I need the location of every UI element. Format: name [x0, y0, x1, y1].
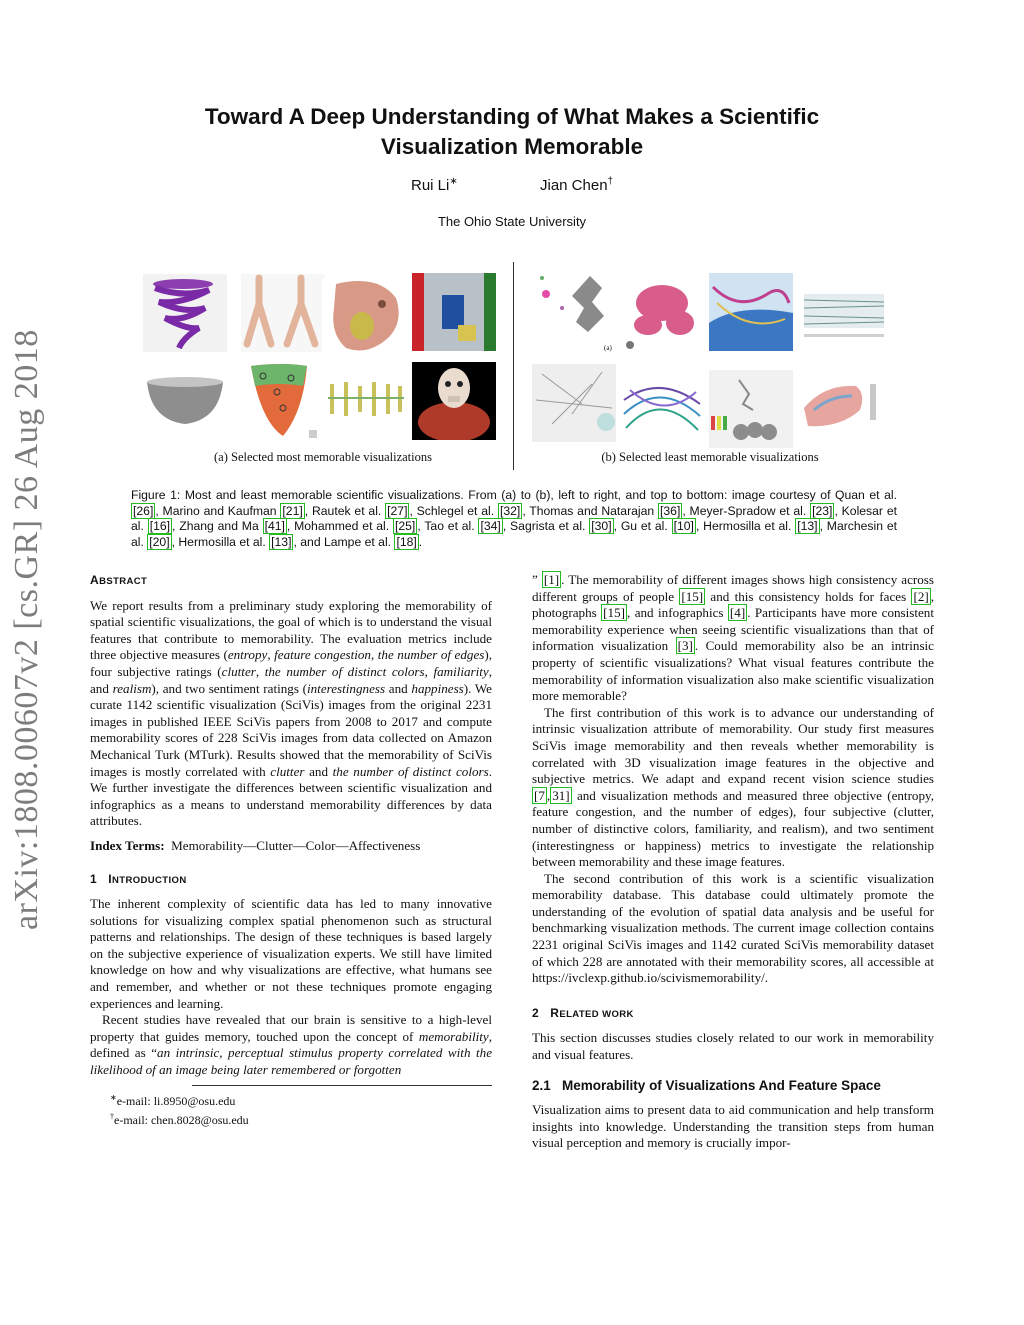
title-line-1: Toward A Deep Understanding of What Makes a Scientific — [204, 104, 820, 129]
footnote-2: †e-mail: chen.8028@osu.edu — [110, 1111, 249, 1127]
citation-link[interactable]: [3] — [677, 638, 693, 654]
related-paragraph-1: This section discusses studies closely related to our work in memorability and visual features. — [532, 1030, 934, 1063]
subcaption-b: (b) Selected least memorable visualizations — [601, 450, 819, 464]
fig-thumb-colored-tongue — [243, 362, 327, 440]
intro-paragraph-4: The second contribution of this work is a scientific visualization memorability database. This database could ultimately promote the understanding of the evolution of spatial data analysis and be useful for benchmarking visualization methods. The current image collection contains 2231 original SciVis images and 1142 curated SciVis memorability dataset of which 228 are annotated with their memorability scores, all accessible at https://ivclexp.github.io/scivismemorability/. — [532, 870, 934, 986]
citation-link[interactable]: [16] — [149, 519, 171, 534]
figure-divider — [513, 262, 514, 470]
citation-link[interactable]: [41] — [264, 519, 285, 534]
caption-text: , Marino and Kaufman — [155, 503, 281, 518]
index-terms: Index Terms: Memorability—Clutter—Color—Affectiveness — [90, 837, 421, 853]
caption-text: , Gu et al. — [613, 519, 672, 534]
caption-text: , Marchesin et al. — [131, 519, 897, 549]
right-column — [532, 572, 934, 1152]
abstract-text: We report results from a preliminary study exploring the memorability of spatial scientific visualizations, the goal of which is to understand the visual features that contribute to memorability. The evaluation metrics include three objective measures (entropy, feature congestion, the number of edges), four subjective ratings (clutter, the number of distinct colors, familiarity, and realism), and two sentiment ratings (interestingness and happiness). We curate 1142 scientific visualization (SciVis) images from the original 2231 images in published IEEE SciVis papers from 2008 to 2017 and compute memorability scores of 228 SciVis images from data collected on Amazon Mechanical Turk (MTurk). Results showed that the memorability of SciVis images is mostly correlated with clutter and the number of distinct colors. We further investigate the differences between scientific visualization and infographics as a means to understand memorability differences by data attributes. — [90, 597, 493, 829]
citation-link[interactable]: [15] — [603, 605, 625, 621]
subsection-heading: 2.1 Memorability of Visualizations And Feature Space — [532, 1077, 881, 1093]
citation-link[interactable]: [25] — [394, 519, 416, 534]
citation-link[interactable]: [2] — [913, 588, 929, 604]
caption-text: , Kolesar et al. — [131, 503, 897, 534]
fig-thumb-cornell-box — [412, 273, 496, 351]
citation-link[interactable]: [20] — [149, 534, 170, 549]
caption-text: , and Lampe et al. — [293, 534, 395, 549]
citation-link[interactable]: [36] — [660, 503, 681, 518]
intro-paragraph-2-cont: ” [1] . The memorability of different images shows high consistency across different groups of people [15] and this consistency holds for faces [2] , photographs [15] , and infographics [4] . Participants have more consistent memorability experience when seeing scientific visualizations than that of information visualization [3] . Could memorability also be an intrinsic property of scientific visualizations? What visual features contribute the memorability of information visualization also make scientific visualization more memorable? — [532, 572, 935, 704]
related-paragraph-2: Visualization aims to present data to aid communication and help transform insights into knowledge. Understanding the transition steps from human visual perception and memory is crucially impor- — [532, 1102, 934, 1151]
caption-text: Figure 1: Most and least memorable scientific visualizations. From (a) to (b), left to right, and top to bottom: image courtesy of Quan et al. — [131, 488, 897, 502]
fig-thumb-branching-vessels — [241, 274, 325, 352]
author-2-name: Jian Chen — [540, 177, 608, 194]
intro-paragraph-2: Recent studies have revealed that our brain is sensitive to a high-level property that guides memory, touched upon the concept of memorability, defined as “an intrinsic, perceptual stimulus property correlated with the likelihood of an image being later remembered or forgotten — [90, 1012, 492, 1078]
caption-text: , Meyer-Spradow et al. — [682, 503, 811, 518]
author-1-name: Rui Li — [411, 177, 450, 194]
footnote-1: ∗e-mail: li.8950@osu.edu — [110, 1092, 236, 1108]
fig-thumb-skeleton-volume — [412, 362, 496, 440]
caption-text: , Zhang and Ma — [172, 519, 263, 534]
caption-text: , Schlegel et al. — [409, 503, 498, 518]
fig-thumb-purple-helix — [143, 274, 227, 352]
fig-thumb-striped-panel — [802, 280, 886, 358]
caption-text: , Thomas and Natarajan — [522, 503, 658, 518]
related-heading: 2 RELATED WORK — [532, 1005, 634, 1020]
fig-thumb-density-blob — [800, 372, 884, 450]
fig-thumb-gray-network — [532, 364, 616, 442]
fig-thumb-face-render — [322, 278, 406, 356]
author-2-mark: † — [607, 176, 614, 187]
citation-link[interactable]: [23] — [812, 503, 833, 518]
citation-link[interactable]: [26] — [133, 503, 154, 518]
fig-thumb-molecular-structure — [532, 268, 616, 346]
affiliation: The Ohio State University — [437, 214, 587, 229]
title-line-2: Visualization Memorable — [380, 134, 644, 159]
left-column — [90, 572, 492, 1128]
caption-text: . — [418, 534, 423, 549]
figure-caption — [131, 488, 897, 550]
arxiv-stamp: arXiv:1808.00607v2 [cs.GR] 26 Aug 2018 — [8, 329, 45, 930]
citation-link[interactable]: [15] — [681, 588, 704, 604]
author-1-mark: ∗ — [449, 176, 458, 187]
author-1 — [411, 176, 458, 194]
paper-title — [150, 102, 874, 162]
citation-link[interactable]: [18] — [396, 534, 417, 549]
fig-thumb-flow-streamlines — [709, 273, 793, 351]
fig-thumb-tangled-fibers — [620, 370, 704, 448]
citation-link[interactable]: [13] — [797, 519, 818, 534]
fig-thumb-gray-bowl — [143, 362, 227, 440]
caption-text: , Mohammed et al. — [286, 519, 393, 534]
intro-paragraph-3: The first contribution of this work is to advance our understanding of intrinsic visualization attribute of memorability. Our study first measures SciVis image memorability and then reveals whether memorability is correlated with 3D visualization image features in the objective and subjective metrics. We adapt and expand recent vision science studies [7 , 31] and visualization methods and measured three objective (entropy, feature congestion, and the number of edges), four subjective (clutter, number of distinctive colors, familiarity, and realism), and two sentiment (interestingness or happiness) metrics to investigate the relationship between memorability and these image features. — [532, 704, 934, 870]
intro-heading: 1 INTRODUCTION — [90, 871, 187, 886]
fig-thumb-yellow-plants — [322, 362, 406, 440]
citation-link[interactable]: [30] — [591, 519, 612, 534]
citation-link[interactable]: [21] — [282, 503, 303, 518]
caption-text: , Sagrista et al. — [502, 519, 590, 534]
author-2 — [540, 176, 613, 194]
caption-text: , Hermosilla et al. — [695, 519, 796, 534]
citation-link[interactable]: [34] — [480, 519, 501, 534]
caption-text: , Rautek et al. — [304, 503, 386, 518]
citation-link[interactable]: [32] — [499, 503, 521, 518]
citation-link[interactable]: [4] — [729, 605, 746, 621]
citation-link[interactable]: [7 — [534, 787, 545, 803]
citation-link[interactable]: [10] — [673, 519, 694, 534]
caption-text: , Tao et al. — [417, 519, 479, 534]
citation-link[interactable]: 31] — [552, 787, 570, 803]
caption-text: , Hermosilla et al. — [171, 534, 270, 549]
citation-link[interactable]: [1] — [543, 572, 560, 587]
footnote-rule — [192, 1085, 492, 1086]
intro-paragraph-1: The inherent complexity of scientific data has led to many innovative solutions for visualizing complex spatial phenomenon such as structural patterns and relationships. The design of these techniques is based largely on the subjective experience of visualization experts. We still have limited knowledge on how and why visualizations are effective, what humans see and remember, and whether or not these techniques promote engaging experiences and learning. — [90, 896, 492, 1011]
citation-link[interactable]: [13] — [271, 534, 292, 549]
fig-thumb-spheres-scene — [709, 370, 793, 448]
fig-thumb-pink-protein — [622, 273, 706, 351]
subcaption-a: (a) Selected most memorable visualizations — [214, 450, 432, 464]
fig-inset-label: (a) — [604, 344, 612, 352]
abstract-heading: ABSTRACT — [90, 573, 148, 587]
citation-link[interactable]: [27] — [387, 503, 408, 518]
